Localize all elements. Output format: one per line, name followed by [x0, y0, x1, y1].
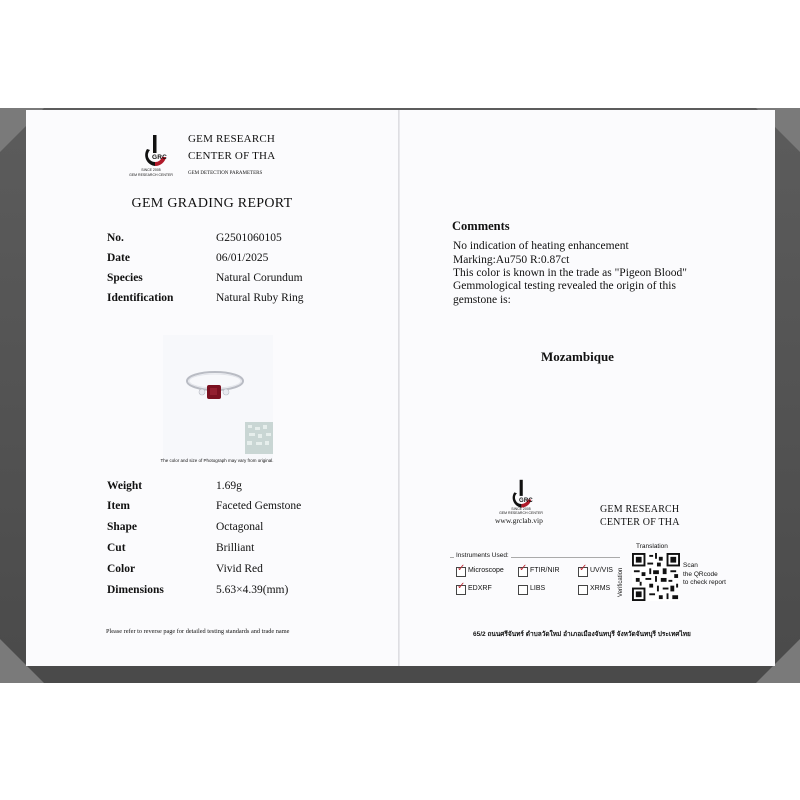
scan-line: Scan — [683, 562, 698, 569]
field-value-shape: Octagonal — [216, 521, 264, 533]
field-label-date: Date — [107, 252, 130, 264]
qr-code-icon[interactable] — [632, 553, 680, 601]
checkbox-label: XRMS — [590, 585, 611, 592]
field-value-identification: Natural Ruby Ring — [216, 292, 304, 304]
scan-line: the QRcode — [683, 570, 718, 578]
comment-line: No indication of heating enhancement — [453, 240, 629, 252]
verification-label: Verification — [618, 567, 624, 597]
checkbox-xrms[interactable] — [578, 585, 588, 595]
field-value-cut: Brilliant — [216, 542, 255, 554]
brand-name-line2: CENTER OF THA — [600, 517, 680, 528]
logo-since: SINCE 2005 — [511, 507, 531, 511]
report-title: GEM GRADING REPORT — [131, 196, 293, 211]
comment-line: gemstone is: — [453, 294, 511, 306]
field-value-date: 06/01/2025 — [216, 252, 269, 264]
field-label-dimensions: Dimensions — [107, 584, 164, 596]
field-label-species: Species — [107, 272, 143, 284]
checkbox-ftir-nir[interactable]: ✓ — [518, 567, 528, 577]
photo-caption: The color and size of Photograph may vary from original. — [160, 458, 274, 463]
brand-name-line1: GEM RESEARCH — [600, 504, 680, 515]
checkbox-label: UV/VIS — [590, 567, 613, 574]
checkbox-uv-vis[interactable]: ✓ — [578, 567, 588, 577]
field-value-weight: 1.69g — [216, 480, 242, 492]
checkbox-label: Microscope — [468, 567, 504, 574]
brand-name-line1: GEM RESEARCH — [188, 133, 276, 145]
checkbox-edxrf[interactable]: ✓ — [456, 585, 466, 595]
logo-center-label: GEM RESEARCH CENTER — [129, 173, 173, 177]
scan-line: to check report — [683, 579, 726, 586]
field-label-weight: Weight — [107, 480, 143, 492]
field-label-cut: Cut — [107, 542, 126, 554]
checkbox-label: FTIR/NIR — [530, 567, 560, 574]
field-value-item: Faceted Gemstone — [216, 500, 302, 512]
field-label-no: No. — [107, 232, 124, 244]
ring-photo — [163, 335, 273, 460]
instruments-title: Instruments Used: — [456, 552, 509, 559]
scan-instructions — [683, 562, 726, 588]
field-label-item: Item — [107, 500, 130, 512]
logo-center-label: GEM RESEARCH CENTER — [499, 511, 543, 515]
logo-abbr: GRC — [519, 498, 533, 504]
checkbox-microscope[interactable]: ✓ — [456, 567, 466, 577]
field-label-color: Color — [107, 563, 136, 575]
field-value-no: G2501060105 — [216, 232, 282, 244]
comment-line: Marking:Au750 R:0.87ct — [453, 254, 570, 266]
website-url: www.grclab.vip — [495, 516, 543, 525]
field-label-identification: Identification — [107, 292, 174, 304]
logo-abbr: GRC — [152, 154, 168, 161]
field-value-color: Vivid Red — [216, 563, 263, 575]
checkbox-label: EDXRF — [468, 585, 492, 592]
field-value-species: Natural Corundum — [216, 272, 303, 284]
translation-label: Translation — [636, 543, 668, 550]
comment-line: This color is known in the trade as "Pigeon Blood" — [453, 267, 687, 279]
checkbox-label: LIBS — [530, 585, 546, 592]
logo-since: SINCE 2005 — [141, 168, 161, 172]
origin-country: Mozambique — [541, 349, 614, 364]
brand-subtitle: GEM DETECTION PARAMETERS — [188, 171, 263, 176]
lab-address: 65/2 ถนนศรีจันทร์ ตำบลวัดใหม่ อำเภอเมืองจันทบุรี จังหวัดจันทบุรี ประเทศไทย — [473, 631, 691, 638]
field-value-dimensions: 5.63×4.39(mm) — [216, 584, 289, 596]
comment-line: Gemmological testing revealed the origin of this — [453, 280, 676, 292]
field-label-shape: Shape — [107, 521, 138, 533]
brand-name-line2: CENTER OF THA — [188, 150, 276, 162]
checkbox-libs[interactable] — [518, 585, 528, 595]
reverse-page-note: Please refer to reverse page for detailed testing standards and trade name — [106, 628, 290, 635]
comments-title: Comments — [452, 219, 510, 233]
